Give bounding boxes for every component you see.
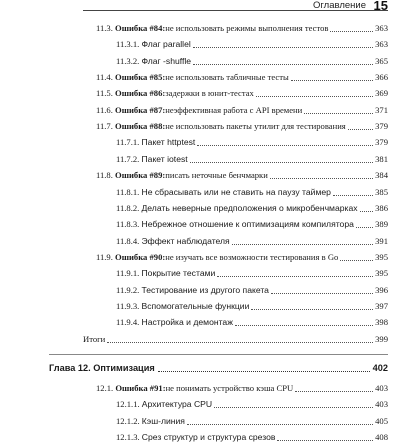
toc-entry-number: 11.4. bbox=[96, 72, 113, 83]
dot-leader bbox=[291, 80, 373, 81]
toc-entry-page: 381 bbox=[375, 153, 388, 164]
toc-entry[interactable] bbox=[96, 118, 388, 134]
page-header bbox=[0, 0, 420, 14]
toc-entry-number: 11.6. bbox=[96, 104, 113, 115]
toc-entry-title: Архитектура CPU bbox=[141, 399, 213, 410]
dot-leader bbox=[340, 260, 373, 261]
toc-entry-number: 11.7.1. bbox=[116, 137, 140, 148]
toc-entry[interactable] bbox=[83, 331, 388, 347]
toc-entry-page: 369 bbox=[375, 88, 388, 99]
toc-entry-number: 11.7.2. bbox=[116, 153, 140, 164]
toc-entry-title: Пакет httptest bbox=[141, 137, 196, 148]
dot-leader bbox=[330, 31, 373, 32]
toc-entry-title: не понимать устройство кэша CPU bbox=[165, 383, 294, 393]
toc-entry[interactable] bbox=[116, 282, 388, 298]
toc-entry[interactable] bbox=[116, 429, 388, 445]
toc-entry-number: 11.9. bbox=[96, 251, 113, 262]
dot-leader bbox=[235, 325, 373, 326]
toc-entry-mistake-label: Ошибка #85: bbox=[115, 72, 166, 83]
toc-entry-title: не использовать табличные тесты bbox=[165, 72, 289, 83]
toc-entry-title: Тестирование из другого пакета bbox=[141, 284, 269, 295]
toc-entry-title: Флаг parallel bbox=[141, 39, 191, 50]
toc-entry-title: Итоги bbox=[83, 333, 106, 344]
toc-entry-title: Кэш-линия bbox=[141, 415, 185, 426]
toc-entry-page: 395 bbox=[375, 268, 388, 279]
toc-entry-number: 12.1.3. bbox=[116, 432, 140, 443]
toc-entry-page: 384 bbox=[375, 170, 388, 181]
dot-leader bbox=[197, 145, 373, 146]
dot-leader bbox=[158, 371, 370, 372]
dot-leader bbox=[295, 391, 373, 392]
toc-entry-mistake-label: Ошибка #91: bbox=[115, 383, 166, 393]
toc-entry-mistake-label: Ошибка #88: bbox=[115, 121, 166, 132]
toc-entry-page: 398 bbox=[375, 317, 388, 328]
toc-entry[interactable] bbox=[116, 216, 388, 232]
dot-leader bbox=[232, 244, 373, 245]
dot-leader bbox=[333, 195, 373, 196]
toc-entry-number: 11.3.1. bbox=[116, 39, 140, 50]
dot-leader bbox=[256, 96, 373, 97]
toc-entry-number: 11.3. bbox=[96, 23, 113, 33]
toc-entry-page: 379 bbox=[375, 137, 388, 148]
toc-entry-number: 11.8.4. bbox=[116, 235, 140, 246]
toc-entry-title: Покрытие тестами bbox=[141, 268, 216, 279]
dot-leader bbox=[193, 64, 373, 65]
toc-entry[interactable] bbox=[116, 134, 388, 150]
page-number: 15 bbox=[373, 0, 388, 13]
toc-entry[interactable] bbox=[96, 380, 388, 396]
dot-leader bbox=[270, 178, 373, 179]
toc-entry-number: 12.1.1. bbox=[116, 399, 140, 410]
toc-entry-title: не использовать пакеты утилит для тестирования bbox=[165, 121, 346, 132]
toc-chapter-heading[interactable] bbox=[49, 360, 388, 376]
toc-entry[interactable] bbox=[116, 36, 388, 52]
toc-entry-mistake-label: Ошибка #84: bbox=[115, 23, 166, 33]
toc-entry-page: 405 bbox=[375, 415, 388, 426]
toc-entry-page: 365 bbox=[375, 55, 388, 66]
toc-entry-number: 11.9.1. bbox=[116, 268, 140, 279]
toc-entry-title: Эффект наблюдателя bbox=[141, 235, 230, 246]
toc-entry-page: 391 bbox=[375, 235, 388, 246]
header-rule bbox=[83, 10, 388, 11]
toc-entry-page: 366 bbox=[375, 72, 388, 83]
toc-entry-page: 371 bbox=[375, 104, 388, 115]
toc-entry-page: 403 bbox=[375, 399, 388, 410]
toc-entry-page: 363 bbox=[375, 23, 388, 33]
dot-leader bbox=[251, 309, 373, 310]
toc-entry-title: Делать неверные предположения о микробенчмарках bbox=[141, 202, 358, 213]
toc-entry[interactable] bbox=[116, 184, 388, 200]
toc-entry-page: 397 bbox=[375, 300, 388, 311]
toc-entry-number: 12.1.2. bbox=[116, 415, 140, 426]
toc-entry-page: 396 bbox=[375, 284, 388, 295]
toc-entry-page: 385 bbox=[375, 186, 388, 197]
toc-entry-mistake-label: Ошибка #89: bbox=[115, 170, 166, 181]
toc-entry[interactable] bbox=[96, 85, 388, 101]
toc-entry-title: неэффективная работа с API времени bbox=[165, 104, 303, 115]
toc-entry-number: 11.9.2. bbox=[116, 284, 140, 295]
dot-leader bbox=[360, 211, 374, 212]
toc-entry-title: Не сбрасывать или не ставить на паузу таймер bbox=[141, 186, 331, 197]
toc-entry[interactable] bbox=[116, 396, 388, 412]
toc-entry-page: 379 bbox=[375, 121, 388, 132]
running-header-title: Оглавление bbox=[313, 0, 366, 11]
toc-entry-mistake-label: Ошибка #90: bbox=[115, 251, 166, 262]
chapter-title: Глава 12. Оптимизация bbox=[49, 363, 155, 373]
dot-leader bbox=[187, 424, 373, 425]
toc-entry[interactable] bbox=[96, 167, 388, 183]
dot-leader bbox=[193, 47, 373, 48]
toc-entry[interactable] bbox=[96, 249, 388, 265]
toc-entry-number: 11.3.2. bbox=[116, 55, 140, 66]
toc-entry-number: 11.5. bbox=[96, 88, 113, 99]
dot-leader bbox=[107, 342, 373, 343]
toc-entry-title: Пакет iotest bbox=[141, 153, 188, 164]
toc-entry[interactable] bbox=[116, 53, 388, 69]
toc-entry-title: Настройка и демонтаж bbox=[141, 317, 233, 328]
dot-leader bbox=[348, 129, 373, 130]
toc-entry-number: 11.8.3. bbox=[116, 219, 140, 230]
toc-entry-title: задержки в юнит-тестах bbox=[165, 88, 254, 99]
toc-entry-mistake-label: Ошибка #86: bbox=[115, 88, 166, 99]
toc-entry[interactable] bbox=[96, 20, 388, 36]
dot-leader bbox=[271, 293, 373, 294]
toc-entry-title: Флаг -shuffle bbox=[141, 55, 192, 66]
chapter-page: 402 bbox=[372, 363, 388, 373]
toc-entry[interactable] bbox=[116, 413, 388, 429]
toc-entry-title: Срез структур и структура срезов bbox=[141, 432, 276, 443]
chapter-rule bbox=[49, 354, 388, 355]
toc-entry-number: 11.8. bbox=[96, 170, 113, 181]
toc-entry-title: Вспомогательные функции bbox=[141, 300, 250, 311]
toc-entry-number: 12.1. bbox=[96, 383, 114, 393]
dot-leader bbox=[214, 407, 373, 408]
dot-leader bbox=[304, 113, 373, 114]
dot-leader bbox=[356, 227, 373, 228]
toc-entry[interactable] bbox=[116, 314, 388, 330]
dot-leader bbox=[190, 162, 373, 163]
toc-entry-page: 389 bbox=[375, 219, 388, 230]
toc-entry-number: 11.8.1. bbox=[116, 186, 140, 197]
toc-entry-title: не использовать режимы выполнения тестов bbox=[165, 23, 329, 33]
dot-leader bbox=[277, 440, 373, 441]
toc-entry[interactable] bbox=[116, 200, 388, 216]
toc-entry-number: 11.8.2. bbox=[116, 202, 140, 213]
toc-entry-number: 11.9.4. bbox=[116, 317, 140, 328]
toc-entry-page: 403 bbox=[375, 383, 388, 393]
toc-entry-page: 363 bbox=[375, 39, 388, 50]
toc-entry-title: Небрежное отношение к оптимизациям компилятора bbox=[141, 219, 354, 230]
toc-entry[interactable] bbox=[116, 265, 388, 281]
toc-entry[interactable] bbox=[116, 151, 388, 167]
toc-entry[interactable] bbox=[96, 102, 388, 118]
dot-leader bbox=[217, 276, 373, 277]
toc-entry-page: 399 bbox=[375, 333, 388, 344]
toc-entry-number: 11.9.3. bbox=[116, 300, 140, 311]
toc-entry-number: 11.7. bbox=[96, 121, 113, 132]
toc-entry[interactable] bbox=[116, 233, 388, 249]
toc-entry[interactable] bbox=[96, 69, 388, 85]
toc-entry-title: не изучать все возможности тестирования в Go bbox=[165, 251, 339, 262]
toc-entry-title: писать неточные бенчмарки bbox=[165, 170, 268, 181]
toc-entry[interactable] bbox=[116, 298, 388, 314]
toc-entry-page: 408 bbox=[375, 432, 388, 443]
toc-entry-page: 386 bbox=[375, 202, 388, 213]
toc-entry-page: 395 bbox=[375, 251, 388, 262]
toc-entry-mistake-label: Ошибка #87: bbox=[115, 104, 166, 115]
